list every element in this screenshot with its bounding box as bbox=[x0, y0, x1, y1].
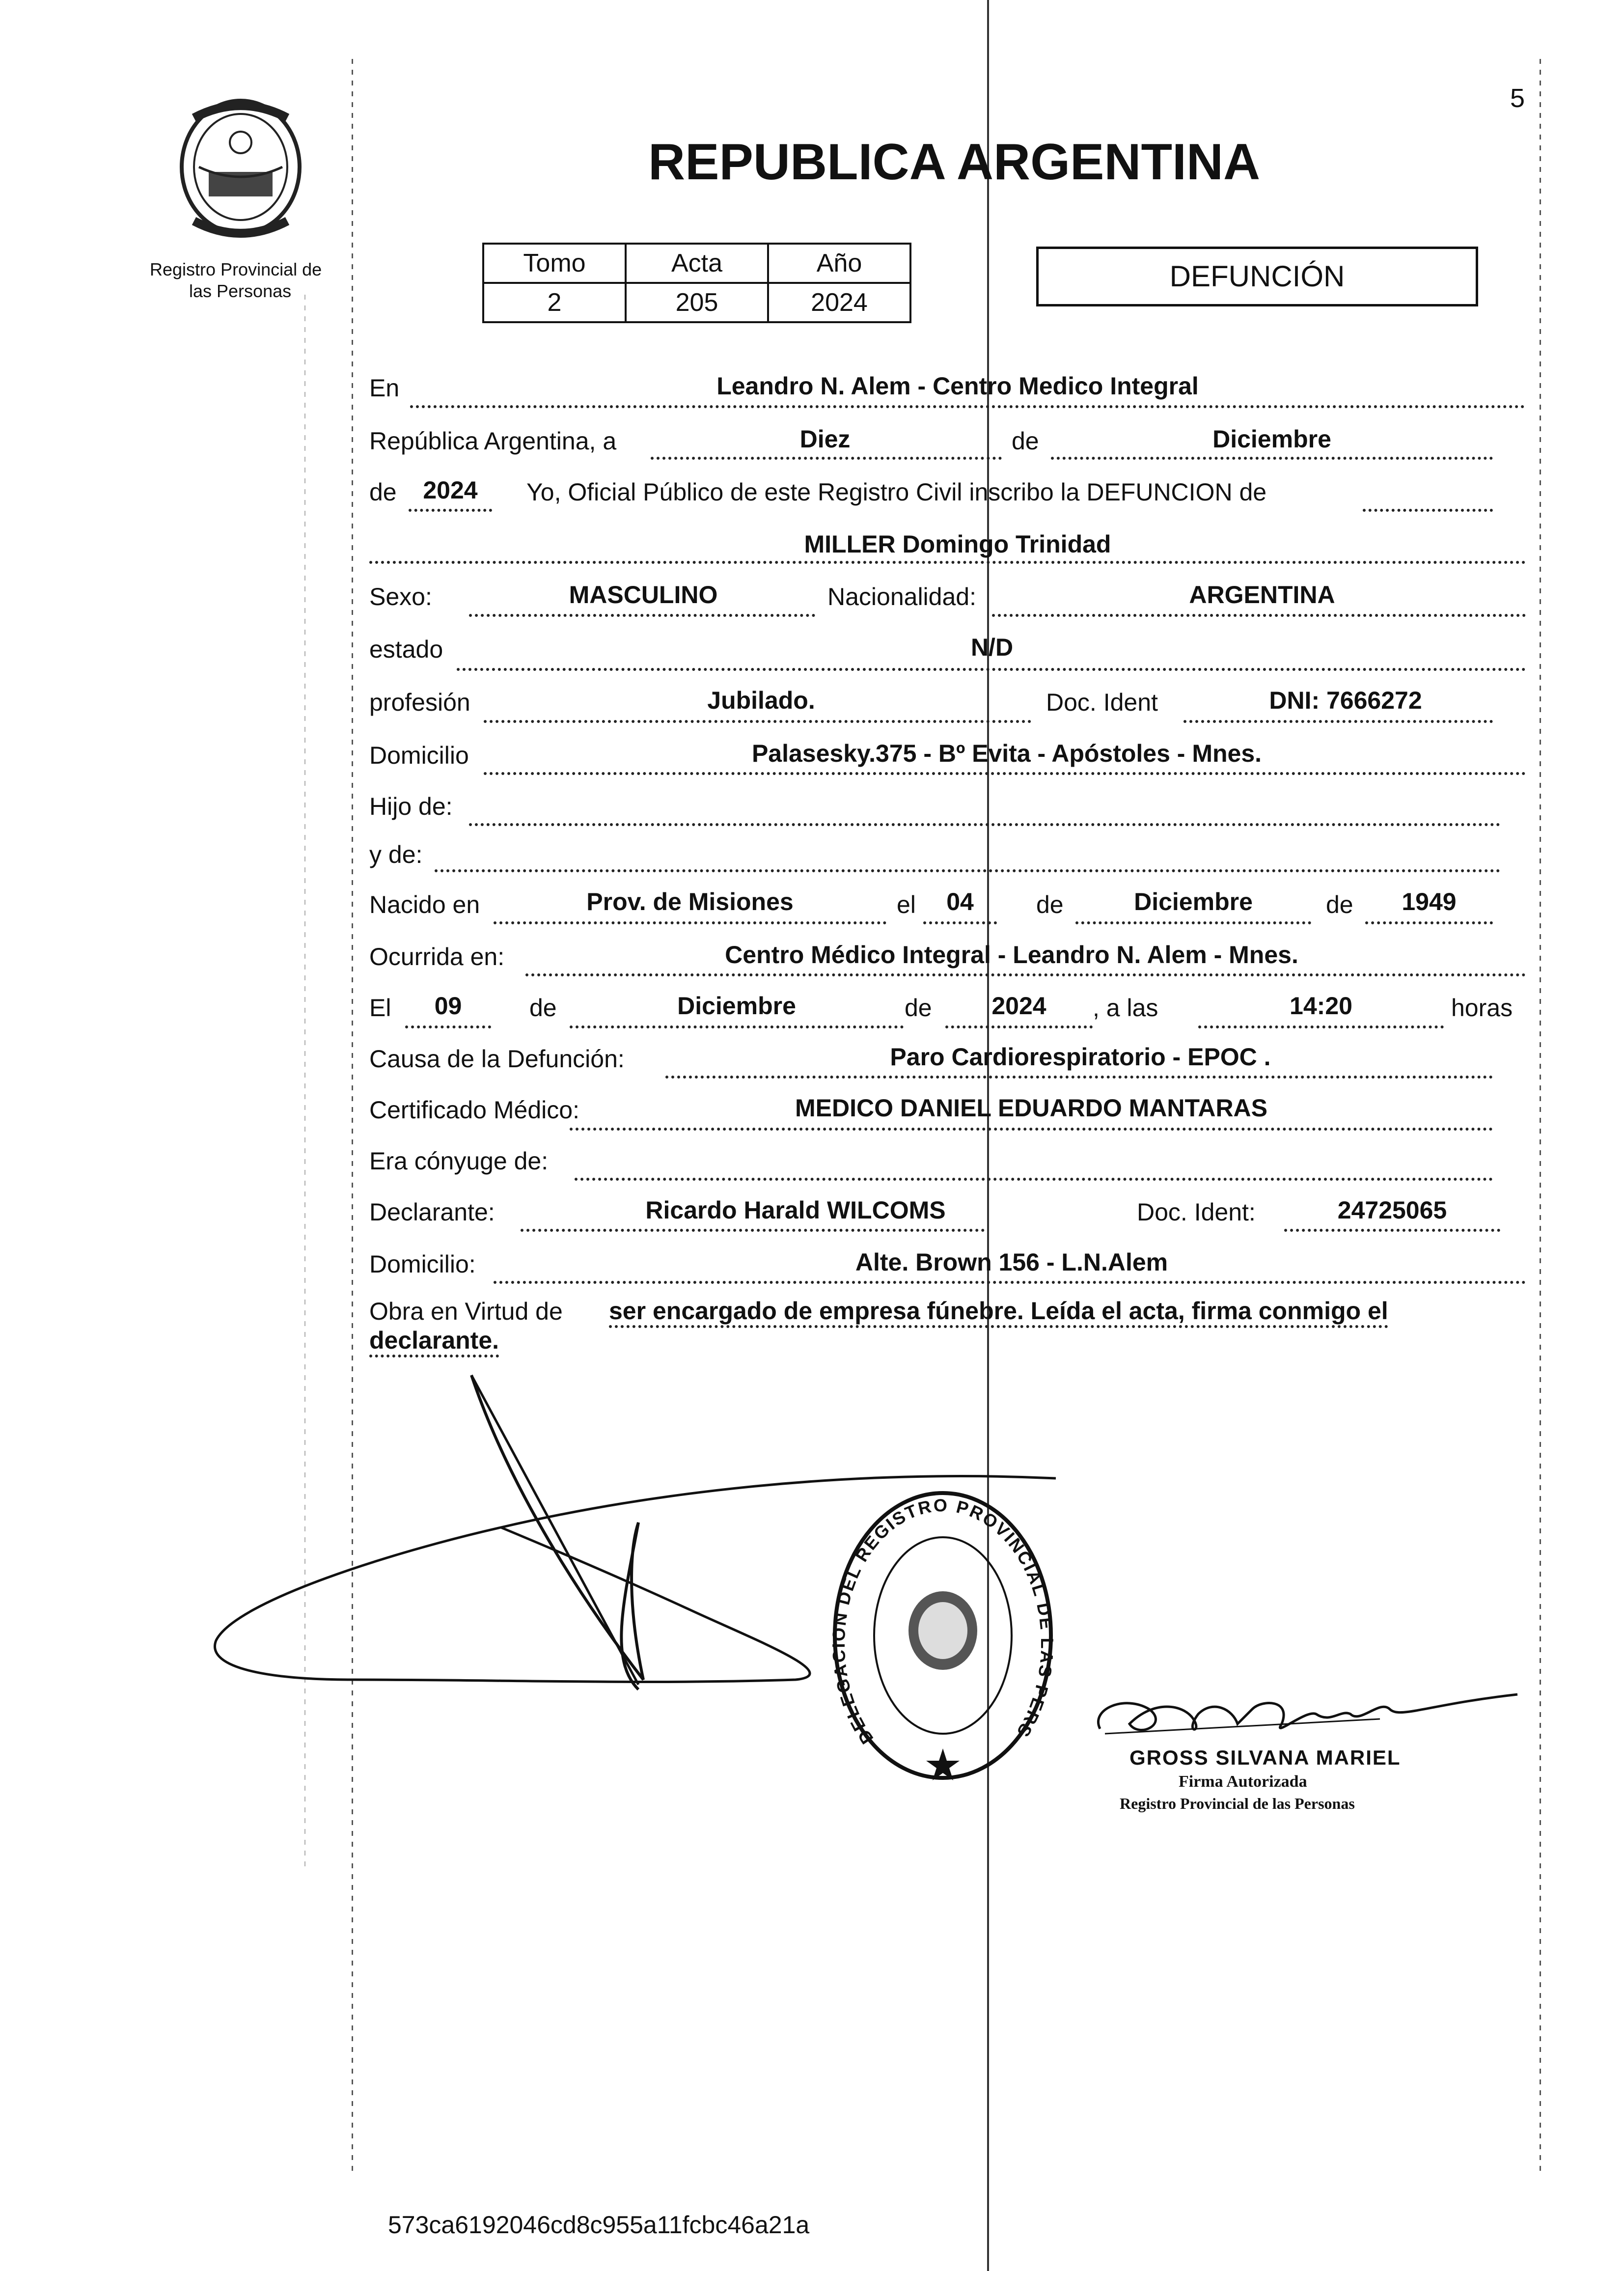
def-dia-value: 09 bbox=[434, 992, 462, 1020]
sexo-line bbox=[469, 614, 815, 617]
profesion-value: Jubilado. bbox=[707, 687, 815, 714]
domicilio2-line bbox=[494, 1281, 1526, 1284]
certificado-label: Certificado Médico: bbox=[369, 1096, 579, 1124]
domicilio-line bbox=[484, 772, 1526, 775]
header-tomo: Tomo bbox=[483, 244, 626, 283]
province-emblem bbox=[165, 88, 317, 250]
El-label: El bbox=[369, 994, 391, 1022]
de-label-2: de bbox=[369, 478, 397, 506]
profesion-line bbox=[484, 720, 1031, 723]
declarante-line bbox=[521, 1229, 985, 1232]
en-label: En bbox=[369, 374, 400, 402]
document-type-box: DEFUNCIÓN bbox=[1036, 247, 1478, 306]
def-anio-line bbox=[945, 1025, 1093, 1028]
def-mes-value: Diciembre bbox=[677, 992, 796, 1020]
de-label-3: de bbox=[1036, 891, 1064, 918]
obra-label: Obra en Virtud de bbox=[369, 1298, 563, 1325]
doc2-value: 24725065 bbox=[1337, 1196, 1447, 1224]
causa-line bbox=[665, 1076, 1493, 1079]
nacionalidad-value: ARGENTINA bbox=[1189, 581, 1335, 609]
registry-line-2: las Personas bbox=[189, 281, 292, 301]
sexo-value: MASCULINO bbox=[569, 581, 718, 609]
def-anio-value: 2024 bbox=[991, 992, 1046, 1020]
yde-line bbox=[435, 869, 1500, 872]
official-role: Firma Autorizada bbox=[1179, 1772, 1307, 1791]
nacido-line bbox=[494, 921, 886, 924]
obra-value-line1: ser encargado de empresa fúnebre. Leída el acta, firma conmigo el bbox=[609, 1297, 1388, 1328]
nac-anio-value: 1949 bbox=[1402, 888, 1457, 915]
estado-line bbox=[457, 668, 1526, 671]
profesion-label: profesión bbox=[369, 689, 470, 716]
nombre-line bbox=[369, 561, 1526, 564]
nac-anio-line bbox=[1365, 921, 1493, 924]
de-label-4: de bbox=[1326, 891, 1353, 918]
deceased-name: MILLER Domingo Trinidad bbox=[804, 530, 1111, 558]
left-margin-line bbox=[352, 59, 353, 2171]
nac-mes-value: Diciembre bbox=[1134, 888, 1253, 915]
horas-label: horas bbox=[1451, 994, 1513, 1022]
oficial-line bbox=[1363, 509, 1493, 512]
de-label: de bbox=[1012, 427, 1039, 455]
nac-mes-line bbox=[1075, 921, 1311, 924]
hijo-line bbox=[469, 823, 1500, 826]
registry-line-1: Registro Provincial de bbox=[150, 259, 322, 279]
ocurrida-label: Ocurrida en: bbox=[369, 943, 505, 970]
yde-label: y de: bbox=[369, 841, 423, 868]
def-hora-value: 14:20 bbox=[1290, 992, 1352, 1020]
page-title: REPUBLICA ARGENTINA bbox=[648, 134, 1261, 191]
doc-label: Doc. Ident bbox=[1046, 689, 1158, 716]
doc2-line bbox=[1284, 1229, 1500, 1232]
conyuge-label: Era cónyuge de: bbox=[369, 1147, 549, 1175]
nacionalidad-label: Nacionalidad: bbox=[827, 583, 976, 610]
domicilio2-label: Domicilio: bbox=[369, 1250, 476, 1278]
alas-label: , a las bbox=[1093, 994, 1158, 1022]
def-hora-line bbox=[1198, 1025, 1444, 1028]
official-stamp bbox=[825, 1483, 1061, 1788]
nac-dia-value: 04 bbox=[946, 888, 974, 915]
doc2-label: Doc. Ident: bbox=[1137, 1198, 1256, 1226]
obra-value-line2: declarante. bbox=[369, 1326, 499, 1357]
certificado-value: MEDICO DANIEL EDUARDO MANTARAS bbox=[795, 1094, 1268, 1122]
causa-value: Paro Cardiorespiratorio - EPOC . bbox=[890, 1043, 1271, 1071]
domicilio2-value: Alte. Brown 156 - L.N.Alem bbox=[855, 1248, 1168, 1276]
sexo-label: Sexo: bbox=[369, 583, 432, 610]
reference-table bbox=[482, 243, 911, 323]
doc-line bbox=[1184, 720, 1493, 723]
en-value: Leandro N. Alem - Centro Medico Integral bbox=[716, 372, 1199, 400]
de-label-6: de bbox=[905, 994, 932, 1022]
official-name: GROSS SILVANA MARIEL bbox=[1129, 1746, 1401, 1769]
declarante-label: Declarante: bbox=[369, 1198, 495, 1226]
header-acta: Acta bbox=[626, 244, 768, 283]
mes-value: Diciembre bbox=[1212, 425, 1331, 453]
nacido-value: Prov. de Misiones bbox=[586, 888, 794, 915]
right-margin-line bbox=[1540, 59, 1541, 2171]
value-tomo: 2 bbox=[483, 283, 626, 322]
ocurrida-value: Centro Médico Integral - Leandro N. Alem - Mnes. bbox=[725, 941, 1298, 969]
domicilio-value: Palasesky.375 - Bº Evita - Apóstoles - Mnes. bbox=[751, 740, 1262, 767]
declarante-value: Ricardo Harald WILCOMS bbox=[645, 1196, 946, 1224]
dia-line bbox=[651, 457, 1002, 460]
estado-label: estado bbox=[369, 636, 443, 663]
official-registry: Registro Provincial de las Personas bbox=[1120, 1795, 1355, 1812]
stamp-ring-text: DELEGACION DEL REGISTRO PROVINCIAL DE LAS PERS bbox=[828, 1495, 1058, 1748]
nac-dia-line bbox=[923, 921, 997, 924]
dia-value: Diez bbox=[799, 425, 851, 453]
certificado-line bbox=[570, 1128, 1493, 1131]
el-label: el bbox=[897, 891, 916, 918]
hijo-label: Hijo de: bbox=[369, 793, 453, 820]
domicilio-label: Domicilio bbox=[369, 742, 469, 769]
value-anio: 2024 bbox=[768, 283, 910, 322]
page-number: 5 bbox=[1510, 83, 1525, 113]
oficial-text: Yo, Oficial Público de este Registro Civil inscribo la DEFUNCION de bbox=[526, 478, 1267, 506]
conyuge-line bbox=[575, 1178, 1493, 1181]
mes-line bbox=[1051, 457, 1493, 460]
republica-label: República Argentina, a bbox=[369, 427, 617, 455]
doc-value: DNI: 7666272 bbox=[1269, 687, 1422, 714]
value-acta: 205 bbox=[626, 283, 768, 322]
anio-value: 2024 bbox=[423, 476, 478, 504]
ocurrida-line bbox=[525, 973, 1526, 976]
def-mes-line bbox=[570, 1025, 904, 1028]
anio-line bbox=[409, 509, 492, 512]
header-anio: Año bbox=[768, 244, 910, 283]
document-hash: 573ca6192046cd8c955a11fcbc46a21a bbox=[388, 2211, 810, 2239]
estado-value: N/D bbox=[970, 634, 1014, 661]
en-line bbox=[410, 405, 1525, 408]
def-dia-line bbox=[405, 1025, 491, 1028]
de-label-5: de bbox=[529, 994, 557, 1022]
nacionalidad-line bbox=[992, 614, 1526, 617]
official-signature bbox=[1085, 1680, 1527, 1748]
fold-line bbox=[987, 0, 989, 2271]
causa-label: Causa de la Defunción: bbox=[369, 1045, 625, 1073]
nacido-label: Nacido en bbox=[369, 891, 480, 918]
